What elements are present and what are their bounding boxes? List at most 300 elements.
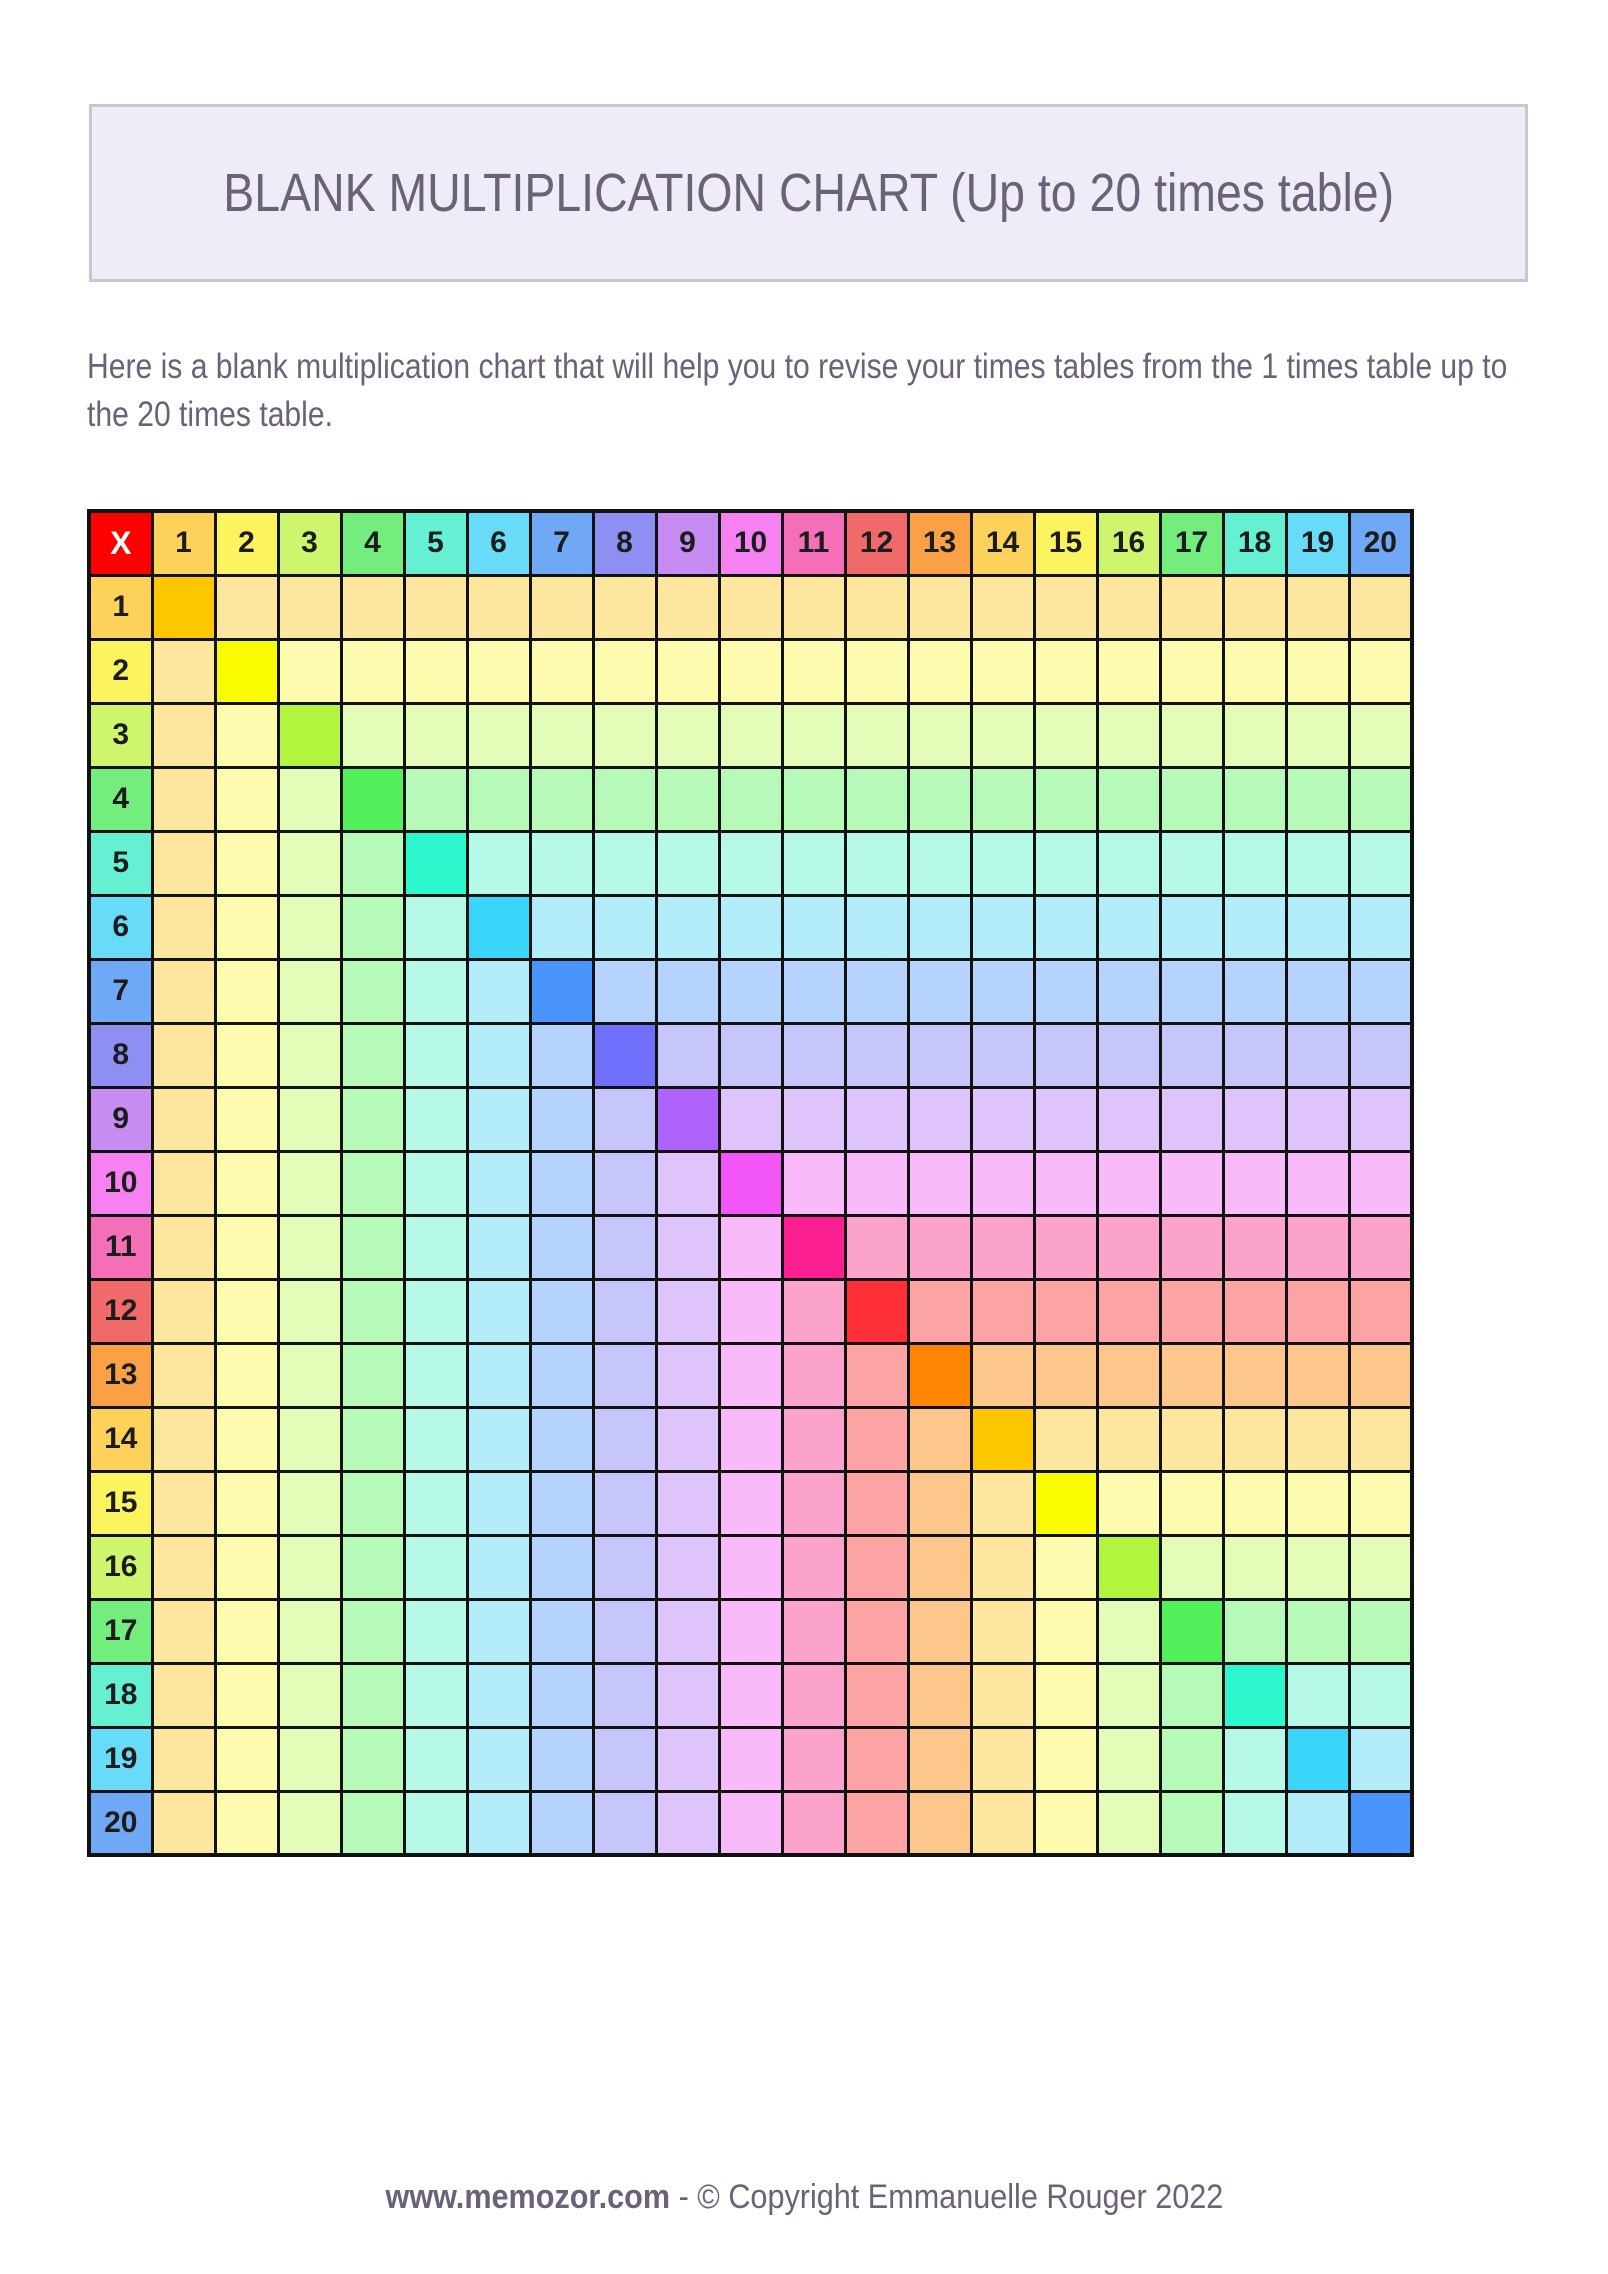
blank-cell[interactable]	[404, 1215, 467, 1279]
blank-cell[interactable]	[215, 1151, 278, 1215]
blank-cell[interactable]	[1160, 1471, 1223, 1535]
blank-cell[interactable]	[1286, 1791, 1349, 1855]
blank-cell[interactable]	[530, 1599, 593, 1663]
blank-cell[interactable]	[908, 767, 971, 831]
diagonal-cell[interactable]	[845, 1279, 908, 1343]
blank-cell[interactable]	[215, 1343, 278, 1407]
blank-cell[interactable]	[404, 639, 467, 703]
blank-cell[interactable]	[1160, 831, 1223, 895]
blank-cell[interactable]	[719, 703, 782, 767]
blank-cell[interactable]	[341, 1407, 404, 1471]
blank-cell[interactable]	[908, 1279, 971, 1343]
blank-cell[interactable]	[404, 1535, 467, 1599]
blank-cell[interactable]	[215, 1535, 278, 1599]
blank-cell[interactable]	[1286, 1151, 1349, 1215]
blank-cell[interactable]	[1097, 1087, 1160, 1151]
blank-cell[interactable]	[719, 1471, 782, 1535]
blank-cell[interactable]	[278, 639, 341, 703]
blank-cell[interactable]	[1349, 895, 1412, 959]
blank-cell[interactable]	[530, 1215, 593, 1279]
blank-cell[interactable]	[1097, 1471, 1160, 1535]
blank-cell[interactable]	[908, 1727, 971, 1791]
blank-cell[interactable]	[1160, 1727, 1223, 1791]
blank-cell[interactable]	[782, 1535, 845, 1599]
blank-cell[interactable]	[593, 1791, 656, 1855]
blank-cell[interactable]	[1034, 767, 1097, 831]
blank-cell[interactable]	[1349, 1663, 1412, 1727]
blank-cell[interactable]	[1286, 1599, 1349, 1663]
blank-cell[interactable]	[1349, 831, 1412, 895]
blank-cell[interactable]	[593, 639, 656, 703]
blank-cell[interactable]	[152, 1279, 215, 1343]
blank-cell[interactable]	[278, 959, 341, 1023]
blank-cell[interactable]	[152, 1727, 215, 1791]
blank-cell[interactable]	[152, 1023, 215, 1087]
blank-cell[interactable]	[719, 1023, 782, 1087]
blank-cell[interactable]	[215, 1663, 278, 1727]
blank-cell[interactable]	[1223, 959, 1286, 1023]
blank-cell[interactable]	[1097, 1023, 1160, 1087]
blank-cell[interactable]	[719, 767, 782, 831]
blank-cell[interactable]	[152, 1087, 215, 1151]
blank-cell[interactable]	[593, 831, 656, 895]
blank-cell[interactable]	[782, 639, 845, 703]
blank-cell[interactable]	[1160, 1663, 1223, 1727]
blank-cell[interactable]	[1097, 1791, 1160, 1855]
blank-cell[interactable]	[404, 1151, 467, 1215]
diagonal-cell[interactable]	[908, 1343, 971, 1407]
blank-cell[interactable]	[656, 1279, 719, 1343]
blank-cell[interactable]	[1286, 1407, 1349, 1471]
blank-cell[interactable]	[782, 1279, 845, 1343]
blank-cell[interactable]	[152, 1407, 215, 1471]
blank-cell[interactable]	[845, 1663, 908, 1727]
blank-cell[interactable]	[278, 1727, 341, 1791]
blank-cell[interactable]	[782, 895, 845, 959]
diagonal-cell[interactable]	[782, 1215, 845, 1279]
blank-cell[interactable]	[971, 1535, 1034, 1599]
blank-cell[interactable]	[1286, 767, 1349, 831]
blank-cell[interactable]	[404, 703, 467, 767]
blank-cell[interactable]	[971, 1023, 1034, 1087]
blank-cell[interactable]	[404, 1343, 467, 1407]
blank-cell[interactable]	[782, 831, 845, 895]
blank-cell[interactable]	[845, 1151, 908, 1215]
blank-cell[interactable]	[215, 1471, 278, 1535]
blank-cell[interactable]	[1286, 1343, 1349, 1407]
blank-cell[interactable]	[467, 1663, 530, 1727]
blank-cell[interactable]	[152, 1599, 215, 1663]
blank-cell[interactable]	[1034, 1151, 1097, 1215]
blank-cell[interactable]	[278, 895, 341, 959]
blank-cell[interactable]	[1160, 1215, 1223, 1279]
blank-cell[interactable]	[341, 1535, 404, 1599]
blank-cell[interactable]	[341, 1791, 404, 1855]
blank-cell[interactable]	[1097, 895, 1160, 959]
blank-cell[interactable]	[908, 1663, 971, 1727]
blank-cell[interactable]	[593, 959, 656, 1023]
blank-cell[interactable]	[593, 1535, 656, 1599]
blank-cell[interactable]	[1160, 1023, 1223, 1087]
blank-cell[interactable]	[1034, 895, 1097, 959]
blank-cell[interactable]	[152, 767, 215, 831]
blank-cell[interactable]	[1034, 1727, 1097, 1791]
blank-cell[interactable]	[278, 1087, 341, 1151]
blank-cell[interactable]	[215, 1599, 278, 1663]
blank-cell[interactable]	[1223, 1215, 1286, 1279]
blank-cell[interactable]	[719, 959, 782, 1023]
blank-cell[interactable]	[530, 1663, 593, 1727]
blank-cell[interactable]	[530, 1087, 593, 1151]
blank-cell[interactable]	[278, 1279, 341, 1343]
blank-cell[interactable]	[656, 959, 719, 1023]
blank-cell[interactable]	[1223, 831, 1286, 895]
blank-cell[interactable]	[341, 575, 404, 639]
blank-cell[interactable]	[593, 575, 656, 639]
blank-cell[interactable]	[593, 767, 656, 831]
blank-cell[interactable]	[215, 1727, 278, 1791]
diagonal-cell[interactable]	[215, 639, 278, 703]
diagonal-cell[interactable]	[656, 1087, 719, 1151]
blank-cell[interactable]	[656, 1023, 719, 1087]
blank-cell[interactable]	[656, 1599, 719, 1663]
blank-cell[interactable]	[215, 703, 278, 767]
blank-cell[interactable]	[782, 1727, 845, 1791]
blank-cell[interactable]	[1160, 639, 1223, 703]
blank-cell[interactable]	[1097, 767, 1160, 831]
blank-cell[interactable]	[1160, 895, 1223, 959]
blank-cell[interactable]	[908, 1023, 971, 1087]
blank-cell[interactable]	[467, 1343, 530, 1407]
blank-cell[interactable]	[1286, 1215, 1349, 1279]
blank-cell[interactable]	[719, 1215, 782, 1279]
blank-cell[interactable]	[719, 1343, 782, 1407]
diagonal-cell[interactable]	[1160, 1599, 1223, 1663]
blank-cell[interactable]	[908, 1471, 971, 1535]
blank-cell[interactable]	[467, 1599, 530, 1663]
blank-cell[interactable]	[845, 1215, 908, 1279]
blank-cell[interactable]	[1223, 703, 1286, 767]
blank-cell[interactable]	[845, 959, 908, 1023]
blank-cell[interactable]	[467, 1215, 530, 1279]
blank-cell[interactable]	[656, 639, 719, 703]
blank-cell[interactable]	[782, 1663, 845, 1727]
diagonal-cell[interactable]	[719, 1151, 782, 1215]
blank-cell[interactable]	[278, 1599, 341, 1663]
blank-cell[interactable]	[1034, 1599, 1097, 1663]
blank-cell[interactable]	[656, 1215, 719, 1279]
blank-cell[interactable]	[656, 895, 719, 959]
blank-cell[interactable]	[530, 1407, 593, 1471]
blank-cell[interactable]	[1223, 575, 1286, 639]
blank-cell[interactable]	[1286, 703, 1349, 767]
blank-cell[interactable]	[1160, 1279, 1223, 1343]
diagonal-cell[interactable]	[1223, 1663, 1286, 1727]
blank-cell[interactable]	[782, 1407, 845, 1471]
blank-cell[interactable]	[278, 1407, 341, 1471]
blank-cell[interactable]	[152, 1343, 215, 1407]
blank-cell[interactable]	[467, 575, 530, 639]
blank-cell[interactable]	[1349, 1599, 1412, 1663]
blank-cell[interactable]	[593, 1215, 656, 1279]
blank-cell[interactable]	[1034, 1407, 1097, 1471]
blank-cell[interactable]	[152, 1663, 215, 1727]
blank-cell[interactable]	[467, 703, 530, 767]
blank-cell[interactable]	[1349, 575, 1412, 639]
blank-cell[interactable]	[467, 1279, 530, 1343]
diagonal-cell[interactable]	[971, 1407, 1034, 1471]
blank-cell[interactable]	[1223, 1343, 1286, 1407]
blank-cell[interactable]	[215, 831, 278, 895]
blank-cell[interactable]	[1223, 1535, 1286, 1599]
blank-cell[interactable]	[152, 1151, 215, 1215]
blank-cell[interactable]	[656, 1343, 719, 1407]
blank-cell[interactable]	[215, 767, 278, 831]
blank-cell[interactable]	[1349, 1023, 1412, 1087]
blank-cell[interactable]	[1223, 1791, 1286, 1855]
blank-cell[interactable]	[1286, 959, 1349, 1023]
blank-cell[interactable]	[341, 639, 404, 703]
blank-cell[interactable]	[845, 1087, 908, 1151]
blank-cell[interactable]	[908, 1535, 971, 1599]
blank-cell[interactable]	[530, 703, 593, 767]
blank-cell[interactable]	[845, 1023, 908, 1087]
blank-cell[interactable]	[908, 575, 971, 639]
blank-cell[interactable]	[215, 1279, 278, 1343]
blank-cell[interactable]	[1223, 895, 1286, 959]
blank-cell[interactable]	[593, 1663, 656, 1727]
blank-cell[interactable]	[1349, 703, 1412, 767]
blank-cell[interactable]	[593, 1407, 656, 1471]
blank-cell[interactable]	[1034, 1087, 1097, 1151]
blank-cell[interactable]	[908, 831, 971, 895]
blank-cell[interactable]	[1034, 703, 1097, 767]
blank-cell[interactable]	[845, 575, 908, 639]
blank-cell[interactable]	[719, 1599, 782, 1663]
blank-cell[interactable]	[1034, 831, 1097, 895]
blank-cell[interactable]	[1160, 959, 1223, 1023]
blank-cell[interactable]	[215, 1023, 278, 1087]
blank-cell[interactable]	[278, 1471, 341, 1535]
blank-cell[interactable]	[593, 703, 656, 767]
blank-cell[interactable]	[782, 1023, 845, 1087]
diagonal-cell[interactable]	[1286, 1727, 1349, 1791]
blank-cell[interactable]	[1160, 767, 1223, 831]
blank-cell[interactable]	[341, 1663, 404, 1727]
blank-cell[interactable]	[656, 575, 719, 639]
blank-cell[interactable]	[1097, 959, 1160, 1023]
blank-cell[interactable]	[1160, 1791, 1223, 1855]
blank-cell[interactable]	[1223, 1727, 1286, 1791]
blank-cell[interactable]	[1223, 1087, 1286, 1151]
blank-cell[interactable]	[656, 703, 719, 767]
diagonal-cell[interactable]	[152, 575, 215, 639]
blank-cell[interactable]	[908, 895, 971, 959]
blank-cell[interactable]	[278, 1215, 341, 1279]
blank-cell[interactable]	[215, 959, 278, 1023]
blank-cell[interactable]	[908, 1151, 971, 1215]
blank-cell[interactable]	[593, 1151, 656, 1215]
blank-cell[interactable]	[1349, 1471, 1412, 1535]
blank-cell[interactable]	[845, 831, 908, 895]
blank-cell[interactable]	[341, 1599, 404, 1663]
diagonal-cell[interactable]	[593, 1023, 656, 1087]
blank-cell[interactable]	[719, 1727, 782, 1791]
diagonal-cell[interactable]	[1034, 1471, 1097, 1535]
blank-cell[interactable]	[1286, 1663, 1349, 1727]
blank-cell[interactable]	[845, 1727, 908, 1791]
blank-cell[interactable]	[1034, 1215, 1097, 1279]
diagonal-cell[interactable]	[467, 895, 530, 959]
blank-cell[interactable]	[971, 639, 1034, 703]
blank-cell[interactable]	[467, 1151, 530, 1215]
blank-cell[interactable]	[1349, 1087, 1412, 1151]
blank-cell[interactable]	[1286, 831, 1349, 895]
blank-cell[interactable]	[845, 895, 908, 959]
blank-cell[interactable]	[1097, 831, 1160, 895]
blank-cell[interactable]	[719, 1279, 782, 1343]
blank-cell[interactable]	[971, 1727, 1034, 1791]
blank-cell[interactable]	[1160, 1343, 1223, 1407]
blank-cell[interactable]	[467, 1023, 530, 1087]
blank-cell[interactable]	[656, 1151, 719, 1215]
blank-cell[interactable]	[404, 1791, 467, 1855]
blank-cell[interactable]	[341, 1215, 404, 1279]
blank-cell[interactable]	[1349, 1407, 1412, 1471]
blank-cell[interactable]	[1286, 1087, 1349, 1151]
blank-cell[interactable]	[719, 1407, 782, 1471]
blank-cell[interactable]	[971, 1087, 1034, 1151]
blank-cell[interactable]	[1160, 1151, 1223, 1215]
blank-cell[interactable]	[908, 1407, 971, 1471]
blank-cell[interactable]	[971, 895, 1034, 959]
diagonal-cell[interactable]	[1097, 1535, 1160, 1599]
blank-cell[interactable]	[1097, 1407, 1160, 1471]
blank-cell[interactable]	[845, 1791, 908, 1855]
blank-cell[interactable]	[1223, 1023, 1286, 1087]
blank-cell[interactable]	[971, 959, 1034, 1023]
blank-cell[interactable]	[656, 767, 719, 831]
diagonal-cell[interactable]	[1349, 1791, 1412, 1855]
blank-cell[interactable]	[782, 767, 845, 831]
footer-site-link[interactable]: www.memozor.com	[385, 2178, 670, 2216]
blank-cell[interactable]	[782, 1471, 845, 1535]
blank-cell[interactable]	[341, 1343, 404, 1407]
blank-cell[interactable]	[278, 1343, 341, 1407]
blank-cell[interactable]	[1034, 1791, 1097, 1855]
blank-cell[interactable]	[530, 1023, 593, 1087]
blank-cell[interactable]	[782, 1599, 845, 1663]
blank-cell[interactable]	[530, 831, 593, 895]
blank-cell[interactable]	[404, 1087, 467, 1151]
blank-cell[interactable]	[467, 639, 530, 703]
blank-cell[interactable]	[341, 1727, 404, 1791]
blank-cell[interactable]	[1286, 1471, 1349, 1535]
blank-cell[interactable]	[404, 575, 467, 639]
blank-cell[interactable]	[1034, 575, 1097, 639]
blank-cell[interactable]	[1223, 1599, 1286, 1663]
blank-cell[interactable]	[404, 1407, 467, 1471]
blank-cell[interactable]	[152, 1471, 215, 1535]
blank-cell[interactable]	[1286, 895, 1349, 959]
blank-cell[interactable]	[467, 1727, 530, 1791]
blank-cell[interactable]	[908, 959, 971, 1023]
blank-cell[interactable]	[404, 1023, 467, 1087]
blank-cell[interactable]	[341, 703, 404, 767]
blank-cell[interactable]	[908, 1599, 971, 1663]
blank-cell[interactable]	[1097, 703, 1160, 767]
blank-cell[interactable]	[719, 895, 782, 959]
blank-cell[interactable]	[656, 1407, 719, 1471]
blank-cell[interactable]	[1097, 1663, 1160, 1727]
blank-cell[interactable]	[278, 767, 341, 831]
blank-cell[interactable]	[1286, 1535, 1349, 1599]
blank-cell[interactable]	[1349, 1151, 1412, 1215]
blank-cell[interactable]	[971, 1215, 1034, 1279]
blank-cell[interactable]	[971, 703, 1034, 767]
blank-cell[interactable]	[404, 1279, 467, 1343]
blank-cell[interactable]	[593, 1599, 656, 1663]
blank-cell[interactable]	[1349, 1343, 1412, 1407]
diagonal-cell[interactable]	[530, 959, 593, 1023]
blank-cell[interactable]	[971, 1663, 1034, 1727]
blank-cell[interactable]	[278, 1535, 341, 1599]
blank-cell[interactable]	[719, 1087, 782, 1151]
blank-cell[interactable]	[593, 1279, 656, 1343]
blank-cell[interactable]	[1223, 767, 1286, 831]
blank-cell[interactable]	[1097, 1727, 1160, 1791]
blank-cell[interactable]	[782, 703, 845, 767]
blank-cell[interactable]	[341, 895, 404, 959]
blank-cell[interactable]	[278, 575, 341, 639]
blank-cell[interactable]	[656, 1727, 719, 1791]
blank-cell[interactable]	[467, 831, 530, 895]
blank-cell[interactable]	[971, 1151, 1034, 1215]
blank-cell[interactable]	[908, 639, 971, 703]
blank-cell[interactable]	[1349, 767, 1412, 831]
blank-cell[interactable]	[593, 1727, 656, 1791]
blank-cell[interactable]	[845, 1343, 908, 1407]
blank-cell[interactable]	[1223, 1471, 1286, 1535]
blank-cell[interactable]	[1160, 703, 1223, 767]
blank-cell[interactable]	[719, 831, 782, 895]
blank-cell[interactable]	[530, 1791, 593, 1855]
diagonal-cell[interactable]	[404, 831, 467, 895]
blank-cell[interactable]	[719, 1535, 782, 1599]
blank-cell[interactable]	[656, 831, 719, 895]
blank-cell[interactable]	[530, 1471, 593, 1535]
blank-cell[interactable]	[782, 575, 845, 639]
blank-cell[interactable]	[530, 1535, 593, 1599]
blank-cell[interactable]	[845, 1599, 908, 1663]
blank-cell[interactable]	[971, 1599, 1034, 1663]
blank-cell[interactable]	[656, 1663, 719, 1727]
blank-cell[interactable]	[341, 1023, 404, 1087]
blank-cell[interactable]	[341, 959, 404, 1023]
blank-cell[interactable]	[1286, 1279, 1349, 1343]
blank-cell[interactable]	[1034, 1279, 1097, 1343]
blank-cell[interactable]	[1097, 1215, 1160, 1279]
blank-cell[interactable]	[1349, 1535, 1412, 1599]
blank-cell[interactable]	[782, 1791, 845, 1855]
blank-cell[interactable]	[1160, 1087, 1223, 1151]
blank-cell[interactable]	[530, 1151, 593, 1215]
blank-cell[interactable]	[1349, 1215, 1412, 1279]
blank-cell[interactable]	[593, 1087, 656, 1151]
blank-cell[interactable]	[971, 1791, 1034, 1855]
blank-cell[interactable]	[152, 639, 215, 703]
blank-cell[interactable]	[845, 1407, 908, 1471]
